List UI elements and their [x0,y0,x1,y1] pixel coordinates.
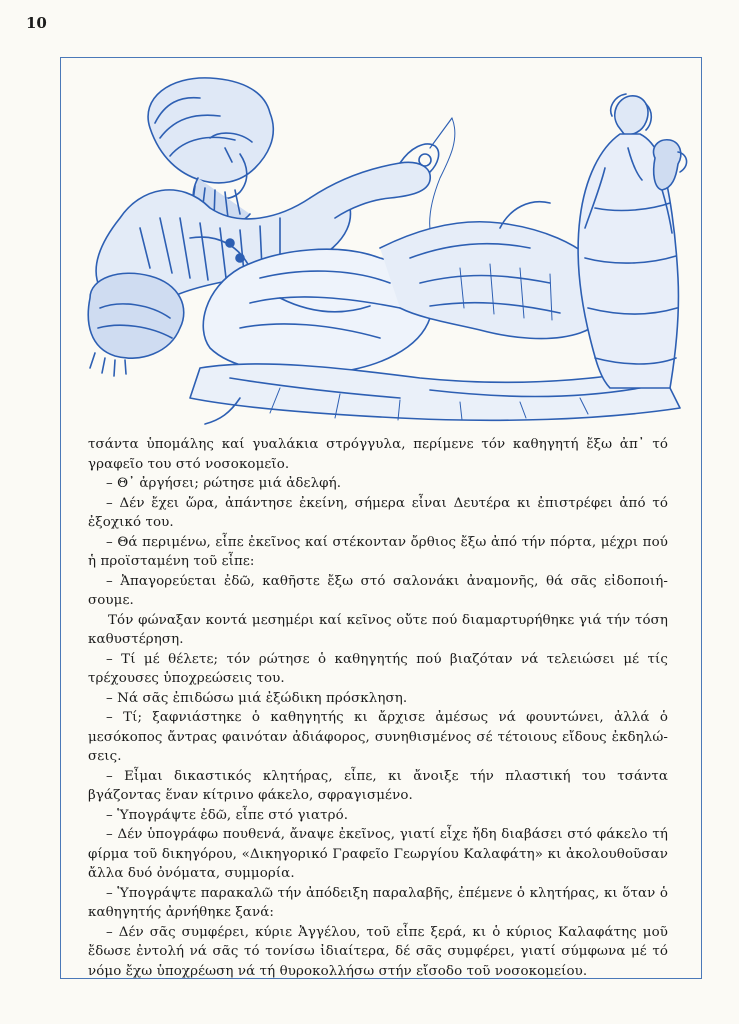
paragraph: – Δέν ὑπογράφω πουθενά, ἄναψε ἐκεῖνος, γιατί εἶχε ἤδη διαβάσει στό φάκελο τή φίρμα τοῦ δικηγόρου, «Δικηγορικό Γραφεῖο Γεωργίου Καλαφάτη» κι ἀκολουθοῦσαν ἄλλα δυό ὀνόματα, συμμορία. [88,827,668,881]
cushion [88,273,183,376]
standing-woman [578,94,678,388]
paragraph: – Δέν σᾶς συμφέρει, κύριε Ἀγγέλου, τοῦ εἶπε ξερά, κι ὁ κύριος Καλαφάτης μοῦ ἔδωσε ἐντολή νά σᾶς τό τονίσω ἰδιαίτερα, δέ σᾶς συμφέρει, γιατί σύμφωνα μέ τό νόμο ἔχω ὑποχρέωση νά τή θυροκολλήσω στήν εἴσοδο τοῦ νοσοκομείου. [88,924,668,979]
paragraph: – Τί; ξαφνιάστηκε ὁ καθηγητής κι ἄρχισε ἀμέσως νά φουντώνει, ἀλλά ὁ μεσόκοπος ἄντρας φαινόταν ἀδιάφορος, συνηθισμένος σέ τέτοιους εἴδους ἐκδηλώ-σεις. [88,710,668,764]
paragraph: τσάντα ὑπομάλης καί γυαλάκια στρόγγυλα, περίμενε τόν καθηγητή ἔξω ἀπ᾽ τό γραφεῖο του στό νοσοκομεῖο. [88,437,668,472]
paragraph: – Ἀπαγορεύεται ἐδῶ, καθῆστε ἔξω στό σαλονάκι ἀναμονῆς, θά σᾶς εἰδοποιή-σουμε. [88,573,668,608]
paragraph: – Θ᾽ ἀργήσει; ρώτησε μιά ἀδελφή. [106,476,342,491]
engraving-illustration [80,68,696,428]
paragraph: – Δέν ἔχει ὥρα, ἀπάντησε ἐκείνη, σήμερα εἶναι Δευτέρα κι ἐπιστρέφει ἀπό τό ἐξοχικό του. [88,495,668,530]
paragraph: – Εἶμαι δικαστικός κλητήρας, εἶπε, κι ἄνοιξε τήν πλαστική του τσάντα βγάζοντας ἕναν κίτρινο φάκελο, σφραγισμένο. [88,768,668,803]
paragraph: – Νά σᾶς ἐπιδώσω μιά ἐξώδικη πρόσκληση. [106,690,408,706]
paragraph: – Τί μέ θέλετε; τόν ρώτησε ὁ καθηγητής πού βιαζόταν νά τελειώσει μέ τίς τρέχουσες ὑποχρεώσεις του. [88,651,668,686]
page-number: 10 [26,14,47,32]
paragraph: – Ὑπογράψτε παρακαλῶ τήν ἀπόδειξη παραλαβῆς, ἐπέμενε ὁ κλητήρας, κι ὅταν ὁ καθηγητής ἀρνήθηκε ξανά: [88,885,668,920]
jug [653,140,686,190]
paragraph: – Ὑπογράψτε ἐδῶ, εἶπε στό γιατρό. [106,807,349,823]
body-text [88,435,668,981]
paragraph: Τόν φώναξαν κοντά μεσημέρι καί κεῖνος οὔτε πού διαμαρτυρήθηκε γιά τήν τόση καθυστέρηση. [88,612,668,647]
paragraph: – Θά περιμένω, εἶπε ἐκεῖνος καί στέκονταν ὄρθιος ἔξω ἀπό τήν πόρτα, μέχρι πού ἡ προϊσταμένη τοῦ εἶπε: [88,534,668,569]
